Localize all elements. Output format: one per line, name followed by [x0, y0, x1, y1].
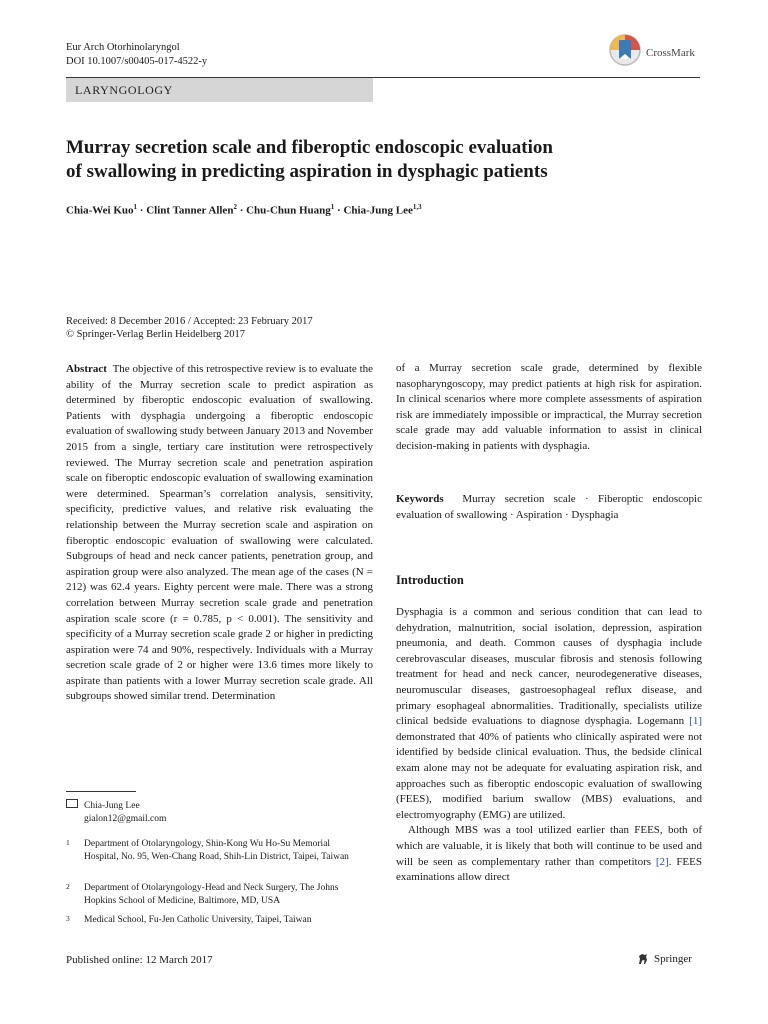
affiliation-text: Medical School, Fu-Jen Catholic University, Taipei, Taiwan [84, 915, 312, 925]
author-separator: · [137, 204, 147, 217]
author-affiliation-mark: 2 [233, 203, 237, 211]
keywords-text: Murray secretion scale · Fiberoptic endoscopic evaluation of swallowing · Aspiration · Dysphagia [396, 493, 702, 521]
introduction-body [396, 605, 702, 886]
abstract [66, 362, 373, 705]
affiliation [66, 838, 366, 864]
crossmark-badge[interactable] [608, 33, 695, 72]
author-affiliation-mark: 1,3 [412, 203, 422, 211]
affiliation-number: 3 [66, 914, 70, 923]
author-list [66, 203, 422, 217]
introduction-heading: Introduction [396, 573, 464, 587]
affiliation-text: Department of Otolaryngology-Head and Neck Surgery, The Johns Hopkins School of Medicine, Baltimore, MD, USA [84, 883, 339, 907]
keywords-label: Keywords [396, 493, 444, 505]
author-separator: · [236, 204, 247, 217]
abstract-text: The objective of this retrospective review is to evaluate the ability of the Murray secretion scale to predict aspiration as determined by fiberoptic endoscopic evaluation of swallowing. Patients with dysphagia undergoing a fiberoptic endoscopic evaluation of swallowing study between January 2013 and November 2015 from a single, tertiary care institution were retrospectively reviewed. The Murray secretion scale and penetration aspiration scale on fiberoptic endoscopic evaluation of swallowing examination were determined. Spearman’s correlation analysis, sensitivity, specificity, predictive values, and relative risk evaluating the relationship between the Murray secretion scale and aspiration on fiberoptic endoscopic evaluation of swallowing were calculated. Subgroups of head and neck cancer patients, penetration group, and aspiration group were also analyzed. The mean age of the cases (N = 212) was 62.4 years. Eighty percent were male. There was a strong correlation between Murray secretion scale grade and penetration aspiration scale score (r = 0.785, p < 0.001). The sensitivity and specificity of a Murray secretion scale grade 2 or higher in predicting aspiration were 74 and 90%, respectively. Individuals with a Murray secretion scale grade of 2 or higher were 13.6 times more likely to aspirate than patients with a lower Murray secretion scale grade. All subgroups showed similar trend. Determination [66, 363, 374, 703]
publisher-logo[interactable] [636, 952, 692, 966]
affiliation [66, 882, 366, 908]
correspondence [66, 799, 166, 826]
affiliation-text: Department of Otolaryngology, Shin-Kong Wu Ho-Su Memorial Hospital, No. 95, Wen-Chang Road, Shih-Lin District, Taipei, Taiwan [84, 839, 349, 863]
paragraph [396, 605, 702, 823]
author-name[interactable]: Chia-Wei Kuo [66, 204, 134, 217]
abstract-continued: of a Murray secretion scale grade, determined by flexible nasopharyngoscopy, may predict patients at high risk for aspiration. In clinical scenarios where more complete assessments of aspiration risk are immediately impossible or impractical, the Murray secretion scale grade may add valuable information to assist in clinical decision-making in patients with dysphagia. [396, 362, 702, 452]
paragraph-text: Dysphagia is a common and serious condition that can lead to dehydration, malnutrition, social isolation, depression, aspiration pneumonia, and death. Common causes of dysphagia include cerebrovascular diseases, muscular fibrosis and stenosis following treatment for head and neck cancer, neurodegenerative diseases, neuromuscular diseases, gastroesophageal reflux disease, and primary esophageal abnormalities. Traditionally, specialists utilize clinical bedside evaluations to diagnose dysphagia. Logemann [396, 606, 702, 728]
article-title [66, 136, 706, 184]
author-affiliation-mark: 1 [133, 203, 138, 211]
paragraph [396, 823, 702, 885]
corresponding-author: Chia-Jung Lee [84, 801, 140, 811]
envelope-icon [66, 799, 78, 808]
published-online-date: Published online: 12 March 2017 [66, 954, 213, 966]
crossmark-icon [608, 33, 642, 72]
affiliation [66, 914, 366, 927]
author-name[interactable]: Chu-Chun Huang [246, 204, 331, 217]
author-name[interactable]: Clint Tanner Allen [146, 204, 234, 217]
affiliation-number: 1 [66, 838, 70, 847]
paragraph-text: Although MBS was a tool utilized earlier than FEES, both of which are valuable, it is likely that both will continue to be used and will be seen as complementary rather than competitors [396, 824, 702, 868]
affiliation-number: 2 [66, 882, 70, 891]
journal-name: Eur Arch Otorhinolaryngol [66, 42, 180, 53]
author-name[interactable]: Chia-Jung Lee [343, 204, 413, 217]
author-separator: · [334, 204, 344, 217]
corresponding-email[interactable]: gialon12@gmail.com [84, 814, 167, 824]
citation-link[interactable]: [2] [655, 855, 669, 868]
crossmark-label: CrossMark [646, 46, 695, 59]
publisher-name: Springer [654, 953, 692, 965]
title-line: Murray secretion scale and fiberoptic endoscopic evaluation [66, 137, 553, 158]
author-affiliation-mark: 1 [330, 203, 335, 211]
copyright-line: © Springer-Verlag Berlin Heidelberg 2017 [66, 329, 246, 340]
section-label: LARYNGOLOGY [75, 83, 173, 97]
paragraph-text: demonstrated that 40% of patients who clinically aspirated were not identified by bedside clinical evaluation. Thus, the bedside clinical exam alone may not be adequate for evaluating aspiration risk, and approaches such as fiberoptic endoscopic evaluation of swallowing (FEES), modified barium swallow (MBS) evaluations, and electromyography (EMG) are utilized. [396, 730, 702, 821]
citation-link[interactable]: [1] [689, 715, 702, 728]
received-accepted-dates: Received: 8 December 2016 / Accepted: 23 February 2017 [66, 316, 313, 327]
abstract-label: Abstract [66, 363, 107, 375]
keywords [396, 492, 702, 523]
springer-horse-icon [636, 952, 650, 966]
title-line: of swallowing in predicting aspiration in dysphagic patients [66, 161, 548, 182]
footnote-rule [66, 791, 136, 792]
paragraph-text: . FEES examinations allow direct [396, 855, 702, 884]
section-banner [66, 78, 373, 102]
doi[interactable]: DOI 10.1007/s00405-017-4522-y [66, 56, 208, 67]
